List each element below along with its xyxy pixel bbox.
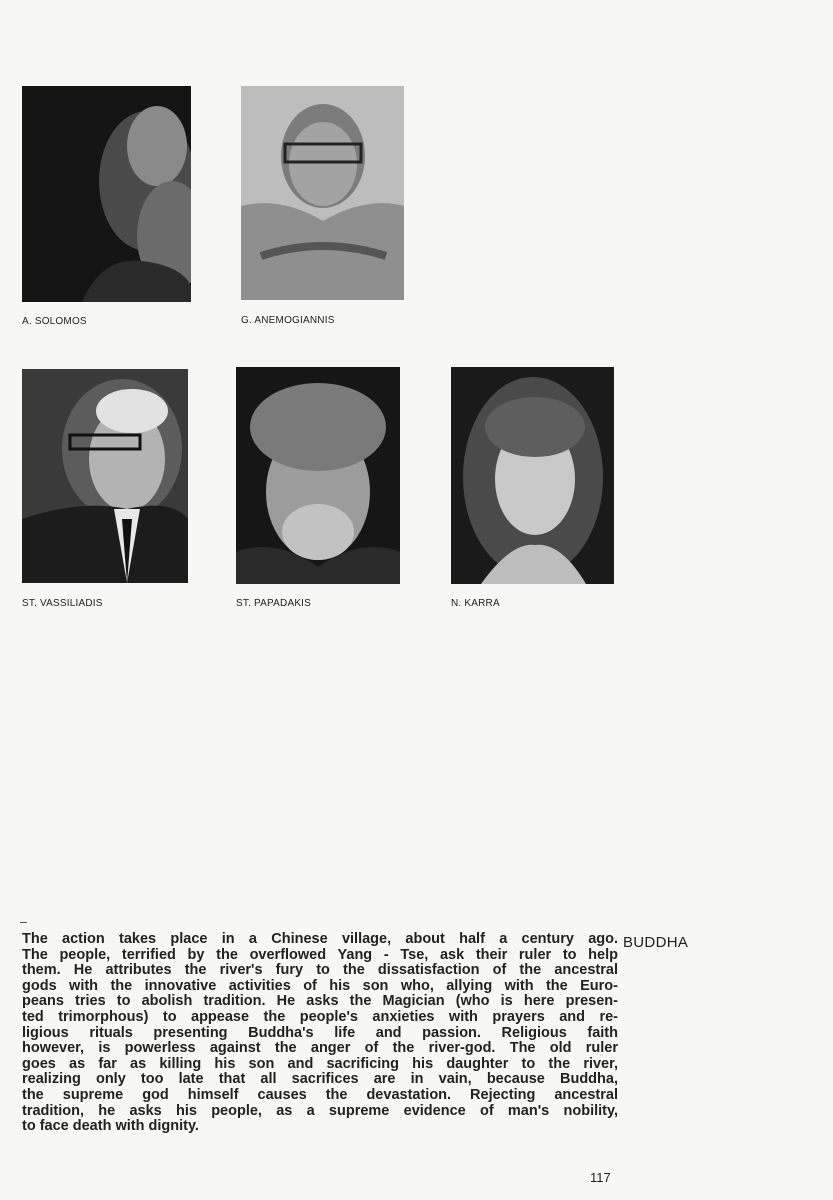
portrait-karra — [451, 367, 614, 584]
synopsis-line: however, is powerless against the anger of the river-god. The old ruler — [22, 1040, 618, 1057]
synopsis-line: realizing only too late that all sacrifices are in vain, because Buddha, — [22, 1071, 618, 1088]
synopsis-line: tradition, he asks his people, as a supreme evidence of man's nobility, — [22, 1102, 618, 1119]
section-title: BUDDHA — [623, 934, 689, 951]
synopsis-line: the supreme god himself causes the devastation. Rejecting ancestral — [22, 1086, 618, 1103]
divider-mark — [20, 922, 27, 923]
synopsis-line: ligious rituals presenting Buddha's life and passion. Religious faith — [22, 1024, 618, 1041]
caption-vassiliadis: ST. VASSILIADIS — [22, 598, 103, 609]
synopsis-line: The people, terrified by the overflowed Yang - Tse, ask their ruler to help — [22, 946, 618, 963]
synopsis-text — [22, 932, 618, 1135]
caption-anemogiannis: G. ANEMOGIANNIS — [241, 315, 335, 326]
synopsis-line: to face death with dignity. — [22, 1118, 199, 1135]
synopsis-line: ted trimorphous) to appease the people's anxieties with prayers and re- — [22, 1008, 618, 1025]
page-number: 117 — [590, 1170, 611, 1185]
synopsis-line: peans tries to abolish tradition. He asks the Magician (who is here presen- — [22, 993, 618, 1010]
portrait-anemogiannis — [241, 86, 404, 300]
caption-karra: N. KARRA — [451, 598, 500, 609]
synopsis-line: The action takes place in a Chinese village, about half a century ago. — [22, 931, 618, 947]
synopsis-line: gods with the innovative activities of his son who, allying with the Euro- — [22, 977, 618, 994]
caption-solomos: A. SOLOMOS — [22, 316, 87, 327]
synopsis-line: them. He attributes the river's fury to the dissatisfaction of the ancestral — [22, 962, 618, 979]
synopsis-line: goes as far as killing his son and sacrificing his daughter to the river, — [22, 1055, 618, 1072]
caption-papadakis: ST. PAPADAKIS — [236, 598, 312, 609]
portrait-papadakis — [236, 367, 400, 584]
portrait-vassiliadis — [22, 369, 188, 583]
portrait-solomos — [22, 86, 191, 302]
